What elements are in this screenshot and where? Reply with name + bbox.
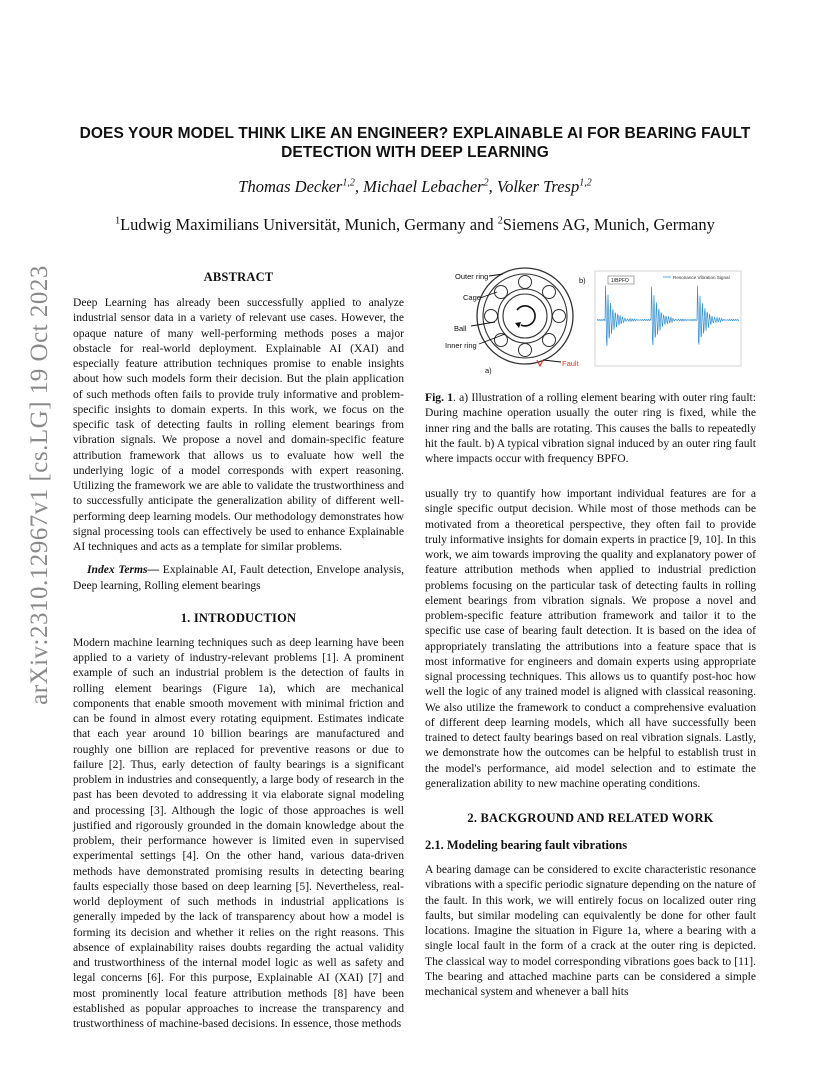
introduction-text: Modern machine learning techniques such as deep learning have been applied to a variety of industry-relevant problems [1]. A prominent example of such an industrial problem is the detection of faults in rolling element bearings (Figure 1a), which are mechanical components that enable smooth movement with minimal friction and can be found in almost every rotating equipment. Estimates indicate that each year around 10 billion bearings are manufactured and roughly one billion are replaced for preventive reasons or due to failure [2]. Thus, early detection of faulty bearings is a significant problem in industries and consequently, a large body of research in the past has been devoted to addressing it via elaborate signal modeling and processing [3]. Although the logic of those approaches is well justified and rigorously grounded in the domain knowledge about the problem, their performance however is limited even in supervised experimental settings [4]. On the other hand, various data-driven methods have demonstrated promising results in detecting bearing faults especially those based on deep learning [5]. Nevertheless, real-world deployment of such methods in industrial applications is generally impeded by the lack of transparency about how a model is forming its decision and whether it relies on the right reasons. This absence of explainability raises doubts regarding the actual validity and trustworthiness of the internal model logic as well as safety and legal concerns [6]. For this purpose, Explainable AI (XAI) [7] and most prominently local feature attribution methods [8] have been established as popular approaches to increase the transparency and trustworthiness of machine-based decisions. In essence, those methods: [73, 635, 404, 1030]
vibration-signal-line: [597, 286, 739, 346]
panel-b-label: b): [579, 276, 586, 285]
bpfo-label: 1/BPFO: [611, 278, 629, 284]
author-name: Thomas Decker: [238, 177, 343, 196]
outer-ring-label: Outer ring: [455, 272, 489, 281]
vibration-signal-plot: [595, 271, 741, 366]
legend-label: Resonance Vibration Signal: [673, 275, 730, 280]
cage-label: Cage: [463, 293, 481, 302]
index-terms-text: Explainable AI, Fault detection, Envelope analysis, Deep learning, Rolling element bearings: [73, 563, 404, 592]
author-sup: 1,2: [579, 177, 592, 189]
introduction-heading: 1. INTRODUCTION: [180, 610, 297, 625]
abstract-heading: ABSTRACT: [203, 270, 274, 284]
arxiv-identifier: [20, 265, 60, 705]
right-column: [425, 486, 756, 999]
figure-caption-label: Fig. 1: [425, 391, 454, 404]
panel-a-label: a): [485, 366, 492, 375]
figure-1: [425, 262, 761, 380]
arxiv-id-text: arXiv:2310.12967v1 [cs.LG] 19 Oct 2023: [26, 265, 53, 705]
inner-ring-label: Inner ring: [445, 341, 477, 350]
subsection-2-1-heading: 2.1. Modeling bearing fault vibrations: [425, 838, 628, 852]
affiliation-1: Ludwig Maximilians Universität, Munich, Germany and: [120, 215, 498, 234]
index-terms-label: Index Terms—: [87, 563, 160, 577]
right-paragraph-2: A bearing damage can be considered to excite characteristic resonance vibrations with a specific periodic signature depending on the nature of the fault. In this work, we will entirely focus on localized outer ring faults, but similar modeling can equivalently be done for other fault locations. Imagine the situation in Figure 1a, where a bearing with a single local fault in the form of a crack at the outer ring is depicted. The classical way to model corresponding vibrations goes back to [11]. The bearing and attached machine parts can be considered a simple mechanical system and whenever a ball hits: [425, 863, 756, 998]
author-list: Thomas Decker$^{1,2}$, Michael Lebacher$^2$, Volker Tresp$^{1,2}$: [238, 177, 592, 196]
author-sup: 2: [483, 177, 489, 189]
right-paragraph-1: usually try to quantify how important individual features are for a single specific output decision. While most of those methods can be motivated from a theoretical perspective, they often fail to provide truly informative insights for domain experts in practice [9, 10]. In this work, we aim towards improving the quality and explanatory power of feature attribution methods when applied to industrial prediction problems focusing on the particular task of detecting faults in rolling element bearings from vibration signals. We propose a novel and problem-specific feature attribution framework and tailor it to the specific use case of bearing fault detection. It is based on the idea of appropriately translating the attributions into a feature space that is most informative for engineers and domain experts using appropriate signal processing techniques. This allows us to quantify post-hoc how well the logic of any trained model is aligned with classical reasoning. We also utilize the framework to conduct a comprehensive evaluation of different deep learning models, which all have successfully been trained to detect faulty bearings based on real vibration signals. Lastly, we demonstrate how the outcomes can be helpful to establish trust in the model's performance, aid model selection and to estimate the generalization ability to new machine operating conditions.: [425, 487, 756, 790]
bearing-figure: [425, 262, 761, 380]
ball-label: Ball: [454, 324, 467, 333]
abstract-text: Deep Learning has already been successfully applied to analyze industrial sensor data in a variety of relevant use cases. However, the opaque nature of many well-performing methods poses a major obstacle for real-world deployment. Explainable AI (XAI) and especially feature attribution techniques promise to enable insights about how such models form their decision. But the plain application of such methods often fails to provide truly informative and problem-specific insights to domain experts. In this work, we focus on the specific task of detecting faults in rolling element bearings from vibration signals. We propose a novel and domain-specific feature attribution framework that allows us to evaluate how well the underlying logic of a model corresponds with expert reasoning. Utilizing the framework we are able to validate the trustworthiness and to successfully anticipate the generalization ability of different well-performing deep learning models. Our methodology demonstrates how signal processing tools can effectively be used to enhance Explainable AI techniques and acts as a template for similar problems.: [73, 296, 404, 553]
author-sup: 1,2: [342, 177, 355, 189]
paper-title: DOES YOUR MODEL THINK LIKE AN ENGINEER? EXPLAINABLE AI FOR BEARING FAULT DETECTION WITH DEEP LEARNING: [79, 125, 751, 161]
affiliations: $^1$Ludwig Maximilians Universität, Munich, Germany and $^2$Siemens AG, Munich, Germany: [115, 215, 715, 234]
figure-caption: [425, 390, 756, 466]
affiliation-2: Siemens AG, Munich, Germany: [502, 215, 715, 234]
fault-label: Fault: [562, 359, 579, 368]
section-2-heading: 2. BACKGROUND AND RELATED WORK: [467, 811, 714, 825]
author-name: Volker Tresp: [496, 177, 580, 196]
figure-caption-text: . a) Illustration of a rolling element bearing with outer ring fault: During machine operation usually the outer ring is fixed, while the inner ring and the balls are rotating. This causes the balls to repeatedly hit the fault. b) A typical vibration signal induced by an outer ring fault where impacts occur with frequency BPFO.: [425, 391, 756, 465]
left-column: [73, 270, 404, 1031]
bearing-illustration: [477, 268, 573, 366]
author-name: Michael Lebacher: [363, 177, 484, 196]
index-terms: [73, 562, 404, 593]
